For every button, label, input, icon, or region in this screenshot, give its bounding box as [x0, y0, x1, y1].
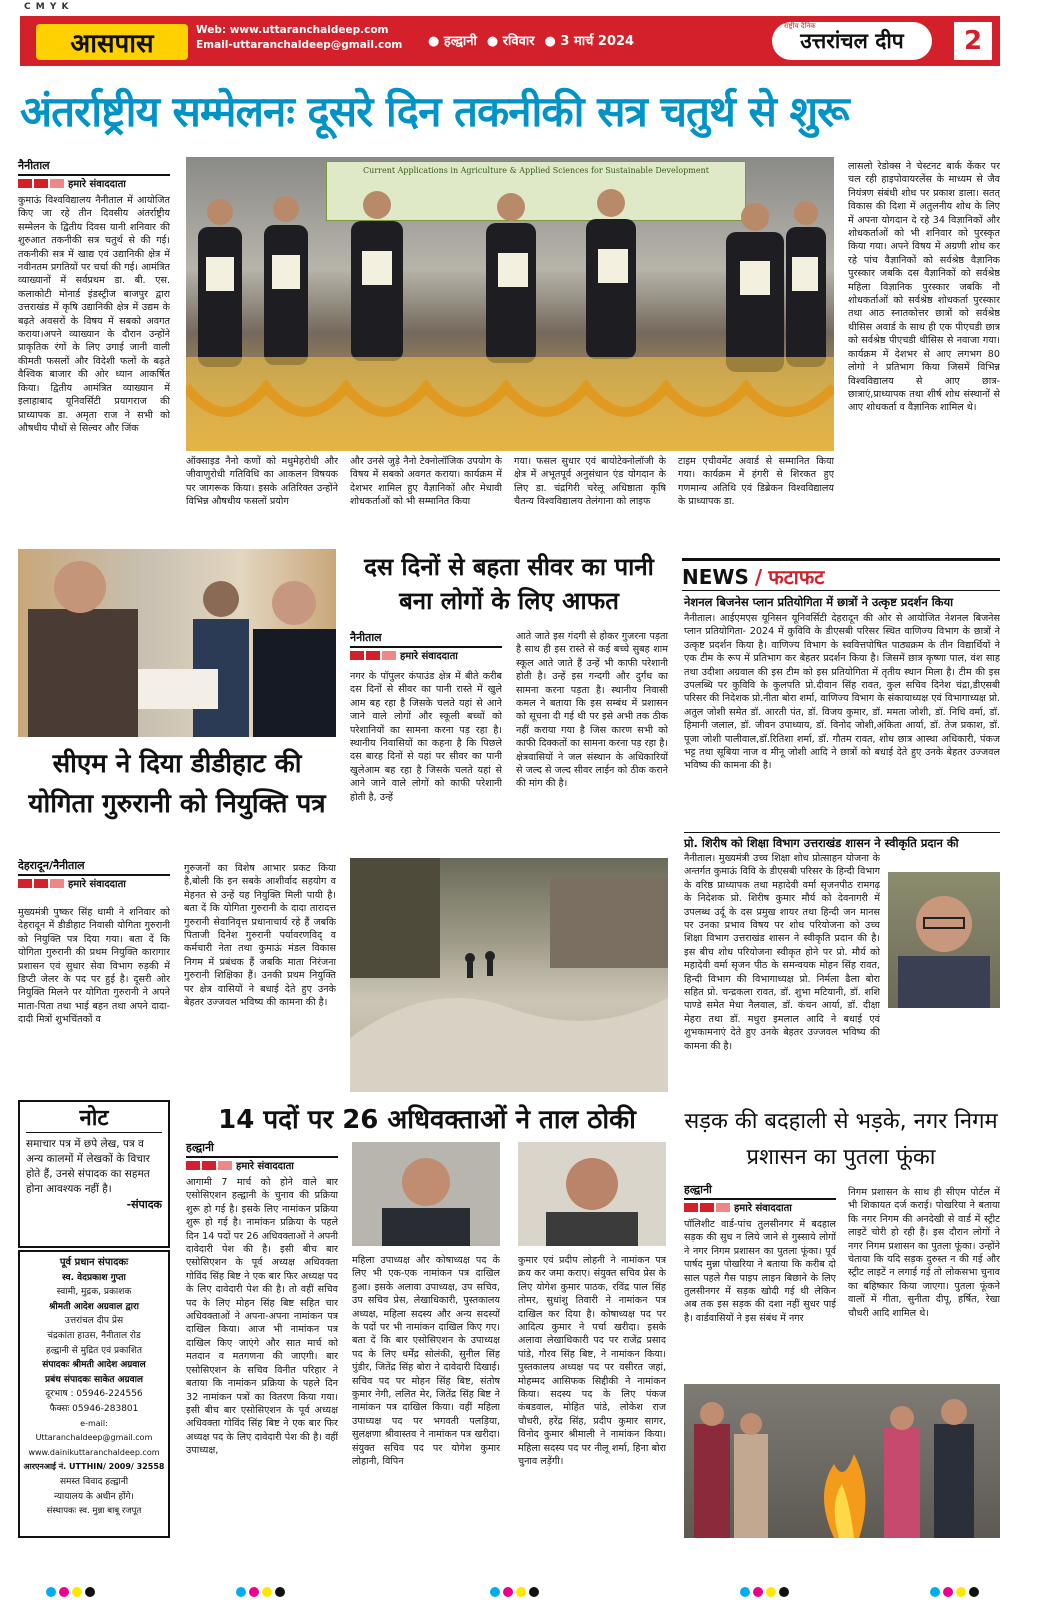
registration-dots-2 — [236, 1582, 288, 1600]
road-place: हल्द्वानी — [684, 1182, 836, 1200]
note-body: समाचार पत्र में छपे लेख, पत्र व अन्य कालमों में लेखकों के विचार होते हैं, उनसे संपादक का सहमत होना आवश्यक नहीं है। — [26, 1138, 150, 1195]
lawyers-body-col1: आगामी 7 मार्च को होने वाले बार एसोसिएशन हल्द्वानी के चुनाव की प्रक्रिया शुरू हो गई है। इसके लिए नामांकन प्रक्रिया शुरू हो गई है। नामांकन प्रक्रिया के पहले दिन 14 पदों पर 26 अधिवक्ताओं ने अपनी दावेदारी पेश की है। इसी बीच बार एसोसिएशन के पूर्व अध्यक्ष अधिवक्ता गोविंद सिंह बिष्ट ने एक बार फिर अध्यक्ष पद के लिए दावेदारी पेश की है। तो वहीं सचिव पद के लिए मोहन सिंह बिष्ट सहित चार अधिवक्ताओं ने अपना-अपना नामांकन पत्र दाखिल किया। आज भी नामांकन पत्र दाखिल किए जाएंगे और सात मार्च को मतदान व मतगणना की जाएगी। बार एसोसिएशन के सचिव विनीत परिहार ने बताया कि नामांकन प्रक्रिया के पहले दिन 32 नामांकन पत्रों का वितरण किया गया। इसी बीच बार एसोसिएशन के पूर्व अध्यक्ष अधिवक्ता गोविंद सिंह बिष्ट ने एक बार फिर अध्यक्ष पद के लिए दावेदारी पेश की है। वहीं उपाध्यक्ष, — [186, 1177, 338, 1457]
sewer-byline: हमारे संवाददाता — [350, 648, 502, 662]
sewer-headline: दस दिनों से बहता सीवर का पानी बना लोगों के लिए आफत — [364, 553, 654, 615]
note-signature: -संपादक — [126, 1198, 162, 1211]
cm-headline: सीएम ने दिया डीडीहाट की योगिता गुरुरानी को नियुक्ति पत्र — [28, 749, 326, 819]
edition-day: रविवार — [502, 34, 535, 49]
sewer-body-col1: नगर के पॉपुलर कंपाउंड क्षेत्र में बीते करीब दस दिनों से सीवर का पानी रास्ते में खुले आम बह रहा है जिसके चलते यहां से आने जाने वाले लोगों और स्कूली बच्चों को परेशानियों का सामना करना पड़ रहा है। स्थानीय निवासियों का कहना है कि पिछले दस बारह दिनों से यहां पर सीवर का पानी खुलेआम बह रहा है जिसके चलते यहां से आने जाने वाले लोगों को काफी परेशानी होती है, उन्हें — [350, 671, 502, 803]
cm-place: देहरादून/नैनीताल — [18, 858, 170, 876]
email-address: Email-uttaranchaldeep@gmail.com — [196, 39, 403, 51]
road-headline: सड़क की बदहाली से भड़के, नगर निगम प्रशासन का पुतला फूंका — [684, 1109, 998, 1170]
news-sub-label: फटाफट — [768, 565, 825, 589]
lawyer-photo-1 — [352, 1142, 500, 1246]
edition-city: हल्द्वानी — [443, 34, 477, 49]
lawyers-place: हल्द्वानी — [186, 1140, 338, 1158]
lawyer-photo-1-illustration — [352, 1142, 500, 1246]
news-body-2: नैनीताल। मुख्यमंत्री उच्च शिक्षा शोध प्रोत्साहन योजना के अन्तर्गत कुमाऊं विवि के डीएसबी परिसर के हिन्दी विभाग के वरिष्ठ प्राध्यापक तथा महादेवी वर्मा सृजनपीठ रामगढ़ के निदेशक प्रो. शिरीष कुमार मौर्य को देवनागरी में उपलब्ध उर्दू के दस प्रमुख शायर तथा हिन्दी जन मानस पर उनका प्रभाव विषय पर शोध परियोजना को उच्च शिक्षा विभाग उत्तराखंड शासन ने स्वीकृति प्रदान की है। इस बीच शोध परियोजना स्वीकृत होने पर प्रो. मौर्य को महादेवी वर्मा सृजन पीठ के समन्वयक मोहन सिंह रावत, हिन्दी विभाग की विभागाध्यक्ष प्रो. निर्मला ढैला बोरा सहित प्रो. चन्द्रकला रावत, डॉ. शुभा मटियानी, डॉ. शशि पाण्डे समेत मेधा नैलवाल, डॉ. कंचन आर्या, डॉ. दीक्षा मेहरा तथा डॉ. मधुरा इमलाल आदि ने बधाई एवं शुभकामनाएं देते हुए उनके बेहतर उज्जवल भविष्य की कामना की है। — [684, 853, 880, 1052]
sewer-photo-illustration — [350, 858, 668, 1092]
note-box — [18, 1100, 170, 1248]
note-title: नोट — [26, 1106, 162, 1133]
road-body-col1: पॉलिशीट वार्ड-पांच तुलसीनगर में बदहाल सड़क की सुध न लिये जाने से गुस्साये लोगों ने नगर निगम प्रशासन का पुतला फूंका। पूर्व पार्षद मुन्ना पोखरिया ने बताया कि करीब दो साल पहले गैस पाइप लाइन बिछाने के लिए तुलसीनगर में सड़क खोदी गई थी लेकिन अब तक इस सड़क की दशा नहीं सुधर पाई है। वार्डवासियों ने इस संबंध में नगर — [684, 1219, 836, 1324]
lead-photo — [186, 157, 834, 451]
section-label — [36, 24, 188, 60]
registration-dots-1 — [46, 1582, 98, 1600]
lead-body-col2: ऑक्साइड नैनो कणों को मधुमेहरोधी और जीवाणुरोधी गतिविधि का आकलन विषयक पर जागरूक किया। इसके अतिरिक्त उन्होंने विभिन्न औषधीय फसलों प्रयोग — [186, 456, 338, 508]
professor-photo-illustration — [888, 872, 1000, 1008]
lawyers-byline: हमारे संवाददाता — [186, 1158, 338, 1172]
dignitaries-illustration — [186, 157, 834, 451]
road-byline: हमारे संवाददाता — [684, 1200, 836, 1214]
road-body-col2: निगम प्रशासन के साथ ही सीएम पोर्टल में भी शिकायत दर्ज कराई। पोखरिया ने बताया कि नगर निगम की अनदेखी से वार्ड में स्ट्रीट लाइटें चोरी हो रही हैं। इस दौरान लोगों ने नगर निगम प्रशासन का पुतला फूंका। उन्होंने चेताया कि यदि सड़क दुरुस्त न की गई और स्ट्रीट लाइटें न लगाई गई तो लोकसभा चुनाव का बहिष्कार किया जाएगा। पुतला फूंकने वालों में गीता, सुनीता दीपू, हर्षित, रेखा चौधरी आदि शामिल थे। — [848, 1187, 1000, 1319]
lead-byline: हमारे संवाददाता — [18, 176, 170, 190]
paper-logo — [772, 22, 932, 60]
web-address: Web: www.uttaranchaldeep.com — [196, 24, 389, 36]
cmyk-mark: C M Y K — [24, 2, 70, 12]
cm-body-col1: मुख्यमंत्री पुष्कर सिंह धामी ने शनिवार को देहरादून में डीडीहाट निवासी योगिता गुरुरानी को नियुक्ति पत्र दिया गया। बता दें कि योगिता गुरुरानी की प्रथम नियुक्ति कारागार प्रशासन एवं सुधार सेवा विभाग रुड़की में डिप्टी जेलर के पद पर हुई है। दूसरी ओर नियुक्ति मिलने पर योगिता गुरुरानी ने अपने माता-पिता तथा भाई बहन तथा अपने दादा-दादी मित्रों शुभचिंतकों व — [18, 907, 170, 1026]
professor-photo — [888, 872, 1000, 1008]
lawyers-headline: 14 पदों पर 26 अधिवक्ताओं ने ताल ठोकी — [218, 1105, 636, 1135]
cm-photo — [18, 549, 336, 737]
cm-body-col2: गुरुजनों का विशेष आभार प्रकट किया है,बोली कि इन सबके आशीर्वाद सहयोग व मेहनत से उन्हें यह नियुक्ति मिली पायी है। बता दें कि योगिता गुरुरानी के दादा तारादत्त गुरुरानी सेवानिवृत्त प्रधानाचार्य रहे हैं जबकि पिताजी दिनेश गुरुरानी पर्यावरणविद् व कर्मचारी नेता तथा कुमाऊं मंडल विकास निगम में प्रबंधक हैं जबकि माता निरंजना गुरुरानी शिक्षिका हैं। उनकी प्रथम नियुक्ति पर क्षेत्र वासियों ने बधाई देते हुए उनके बेहतर उज्जवल भविष्य की कामना की है। — [184, 863, 336, 1009]
lead-body-col4: गया। फसल सुधार एवं बायोटेक्नोलॉजी के क्षेत्र में अभूतपूर्व अनुसंधान एंड योगदान के लिए डा. चंद्रगिरी चरेलू अधिष्ठाता कृषि चैतन्य विश्वविद्यालय तेलंगाना को लाइफ — [514, 456, 666, 508]
imprint-box: पूर्व प्रधान संपादकः स्व. वेदप्रकाश गुप्ता स्वामी, मुद्रक, प्रकाशक श्रीमती आदेश अग्रवाल द्वारा उत्तरांचल दीप प्रेस चंद्रकांता हाउस, नैनीताल रोड हल्द्वानी से मुद्रित एवं प्रकाशित संपादकः श्रीमती आदेश अग्रवाल प्रबंध संपादकः साकेत अग्रवाल दूरभाष : 05946-224556 फैक्सः 05946-283801 e-mail: Uttaranchaldeep@gmail.com www.dainikuttaranchaldeep.com आरएनआई नं. UTTHIN/ 2009/ 32558 समस्त विवाद हल्द्वानी न्यायालय के अधीन होंगे। संस्थापकः स्व. मुन्ना बाबू रजपूत — [18, 1250, 170, 1538]
edition-date: 3 मार्च 2024 — [560, 34, 635, 49]
lead-place: नैनीताल — [18, 158, 170, 176]
lead-body-col3: और उनसे जुड़े नैनो टेक्नोलॉजिक उपयोग के विषय में सबको अवगत कराया। कार्यक्रम में देशभर शामिल हुए वैज्ञानिकों और मेधावी शोधकर्ताओं को भी सम्मानित किया — [350, 456, 502, 508]
news-section: NEWS / फटाफट — [682, 558, 1000, 591]
paper-name: उत्तरांचल दीप — [800, 29, 904, 53]
news-body-1: नैनीताल। आईएमएस यूनिसन यूनिवर्सिटी देहरादून की ओर से आयोजित नेशनल बिजनेस प्लान प्रतियोगिता- 2024 में कुविवि के डीएसबी परिसर स्थित वाणिज्य विभाग के छात्रों ने उत्कृष्ट प्रदर्शन किया है। वाणिज्य विभाग के स्ववित्तपोषित पाठ्यक्रम के तीन विद्यार्थियों ने एक टीम के रूप में प्रतिभाग कर बेहतर प्रदर्शन किया है। जिसमें छात्र कृष्णा पाल, वंश साह तथा उदीशा अग्रवाल की इस टीम को इस प्रतियोगिता में तृतीय स्थान मिला है। टीम की इस उपलब्धि पर कुविवि के कुलपति प्रो.दीवान सिंह रावत, कुल सचिव दिनेश चंद्रा,डीएसबी परिसर की निदेशक प्रो.नीता बोरा शर्मा, वाणिज्य विभाग के संकायाध्यक्ष एवं विभागाध्यक्ष प्रो. अतुल जोशी समेत डॉ. आरती पंत, डॉ. विजय कुमार, डॉ. ममता जोशी, डॉ. निधि वर्मा, डॉ. हिमानी जलाल, डॉ. जीवन उपाध्याय, डॉ. विनोद जोशी,अंकिता आर्या, डॉ. तेज प्रकाश, डॉ. पूजा जोशी पालीवाल,डॉ.रितिशा शर्मा, डॉ. गौतम रावत, शोध छात्र आस्था अधिकारी, पंकज भट्ट तथा सूबिया नाज व मीनू जोशी आदि ने छात्रों को बधाई देते हुए उनके बेहतर उज्जवल भविष्य की कामना की है। — [684, 613, 1000, 772]
news-headline-2: प्रो. शिरीष को शिक्षा विभाग उत्तराखंड शासन ने स्वीकृति प्रदान की — [684, 832, 1000, 851]
section-title: आसपास — [70, 29, 154, 59]
masthead: आसपास Web: www.uttaranchaldeep.com Email-uttaranchaldeep@gmail.com ● हल्द्वानी ● रविवार ● 3 मार्च 2024 राष्ट्रीय दैनिक उत्तरांचल दीप 2 — [20, 16, 1000, 66]
sewer-body-col2: आते जाते इस गंदगी से होकर गुजरना पड़ता है साथ ही इस रास्ते से कई बच्चे सुबह शाम स्कूल आते जाते हैं उन्हें भी काफी परेशानी होती है। उन्हें इस गन्दगी और दुर्गंध का सामना करना पड़ता है। स्थानीय निवासी कमल ने बताया कि इस सम्बंध में प्रशासन को सूचना दी गई थी पर इसे अभी तक ठीक नहीं कराया गया है जिस कारण सभी को काफी दिक्कतों का सामना करना पड़ रहा है। क्षेत्रवासियों ने जल संस्थान के अधिकारियों से जल्द से जल्द सीवर लाईन को ठीक कराने की मांग की है। — [516, 631, 668, 790]
paper-tag: राष्ट्रीय दैनिक — [784, 22, 816, 30]
effigy-photo — [684, 1384, 1000, 1538]
lead-headline: अंतर्राष्ट्रीय सम्मेलनः दूसरे दिन तकनीकी सत्र चतुर्थ से शुरू — [20, 87, 849, 136]
sewer-place: नैनीताल — [350, 630, 502, 648]
news-label: NEWS — [682, 565, 749, 589]
registration-dots-4 — [740, 1582, 792, 1600]
news-headline-1: नेशनल बिजनेस प्लान प्रतियोगिता में छात्रों ने उत्कृष्ट प्रदर्शन किया — [684, 595, 954, 609]
lawyers-body-col3: कुमार एवं प्रदीप लोहनी ने नामांकन पत्र क्रय कर जमा कराए। संयुक्त सचिव प्रेस के लिए योगेश कुमार पाठक, रविंद्र पाल सिंह तोमर, सुधांशु तिवारी ने नामांकन पत्र दाखिल कर दिया है। कोषाध्यक्ष पद पर आदित्य कुमार ने पर्चा खरीदा। इसके अलावा लेखाधिकारी पद पर राजेंद्र प्रसाद पांडे, गौरव सिंह बिष्ट, ने नामांकन किया। पुस्तकालय अध्यक्ष पद पर वसीरत जहां, मोहम्मद आसिफक सिद्दीकी ने नामांकन किया। सदस्य पद के लिए पंकज कंबडवाल, मोहित पांडे, लोकेश राज चौधरी, हरेंद्र सिंह, प्रदीप कुमार सागर, विनोद कुमार श्रीमाली ने नामांकन किया। महिला सदस्य पद पर नीलू शर्मा, हिना बोरा चुनाव लड़ेंगी। — [518, 1255, 666, 1468]
lead-body-col1: कुमाऊं विश्वविद्यालय नैनीताल में आयोजित किए जा रहे तीन दिवसीय अंतर्राष्ट्रीय सम्मेलन के द्वितीय दिवस यानी शनिवार की शुरुआत तकनीकी सत्र चतुर्थ से की गई। तकनीकी सत्र में खाद्य एवं उद्यानिकी क्षेत्र में नवीनतम प्रगतियों पर चर्चा की गई। आमंत्रित व्याख्यानों में सर्वप्रथम डा. बी. एस. कलाकोटी मोनार्ड इंडस्ट्रीज बाजपुर द्वारा उत्तराखंड में कृषि उद्यानिकी क्षेत्र में उद्यम के बढ़ते अवसरों के विषय में सबको अवगत कराया।अपने व्याख्यान के दौरान उन्होंने प्राकृतिक रंगों के लिए उगाई जानी वाली कीमती फसलों और विदेशी फलों के बढ़ते वैश्विक बाजार की ओर ध्यान आकर्षित किया। द्वितीय आमंत्रित व्याख्यान में इलाहाबाद यूनिवर्सिटी प्रयागराज की प्राध्यापक डा. अमृता राज ने सभी को औषधीय पौधों से सिल्वर और जिंक — [18, 195, 170, 434]
cm-byline: हमारे संवाददाता — [18, 876, 170, 890]
registration-dots-5 — [930, 1582, 982, 1600]
lead-body-col6: लासलो रेडोक्स ने चेस्टनट बार्क केंकर पर चल रही हाइपोवायरलेंस के माध्यम से जैव नियंत्रण संबंधी शोध पर प्रकाश डाला। सतत् विकास की दिशा में अतुलनीय शोध के लिए में अपना योगदान दे रहे 34 विज्ञानिकों और शोधकर्ताओं को भी शनिवार को पुरस्कृत किया गया। अपने विषय में अग्रणी शोध कर रहे पांच वैज्ञानिकों को सर्वश्रेष्ठ वैज्ञानिक पुरस्कार जबकि दस वैज्ञानिकों को सर्वश्रेष्ठ महिला विज्ञानिक पुरस्कार जबकि नौ शोधकर्ताओं को सर्वश्रेष्ठ शोधकर्ता पुरस्कार तथा आठ स्नातकोत्तर छात्रों को सर्वश्रेष्ठ थीसिस अवार्ड के साथ ही एक पीएचडी छात्र को सर्वश्रेष्ठ पीएचडी थीसिस से नवाजा गया। कार्यक्रम में देशभर से आए लगभग 80 लोगो ने प्रतिभाग किया जिसमें विभिन्न विश्वविद्यालय से आए छात्र-छात्राएं,प्राध्यापक तथा शीर्ष शोध संस्थानों से आए शोधकर्ता व वैज्ञानिक शामिल थे। — [848, 161, 1000, 414]
lawyer-photo-2 — [518, 1142, 666, 1246]
lawyer-photo-2-illustration — [518, 1142, 666, 1246]
registration-dots-3 — [490, 1582, 542, 1600]
effigy-photo-illustration — [684, 1384, 1000, 1538]
conference-banner: Current Applications in Agriculture & Applied Sciences for Sustainable Development — [326, 161, 746, 221]
cm-photo-illustration — [18, 549, 336, 737]
lead-body-col5: टाइम एचीवमेंट अवार्ड से सम्मानित किया गया। कार्यक्रम में हंगरी से शिरकत हुए गणमान्य अतिथि एवं डिब्रेकन विश्वविद्यालय के प्राध्यापक डा. — [678, 456, 834, 508]
lawyers-body-col2: महिला उपाध्यक्ष और कोषाध्यक्ष पद के लिए भी एक-एक नामांकन पत्र दाखिल हुआ। इसके अलावा उपाध्यक्ष, उप सचिव, उप सचिव प्रेस, लेखाधिकारी, पुस्तकालय अध्यक्ष, महिला सदस्य और अन्य सदस्यों के पदों पर भी नामांकन दाखिल किए गए। बता दें कि बार एसोसिएशन के उपाध्यक्ष पद के लिए धर्मेंद्र सोलंकी, सुनील सिंह पुंडीर, जितेंद्र सिंह बोरा ने दावेदारी दिखाई। सचिव पद पर मोहन सिंह बिष्ट, संतोष कुमार नेगी, ललित मेर, जितेंद्र सिंह बिष्ट ने नामांकन पत्र दाखिल किया। वहीं महिला उपाध्यक्ष पद पर भगवती पलड़िया, सुलक्षणा श्रीवास्तव ने नामांकन पत्र खरीदा। संयुक्त सचिव पद पर योगेश कुमार लोहानी, विपिन — [352, 1255, 500, 1468]
page-number: 2 — [954, 22, 992, 60]
sewer-photo — [350, 858, 668, 1092]
